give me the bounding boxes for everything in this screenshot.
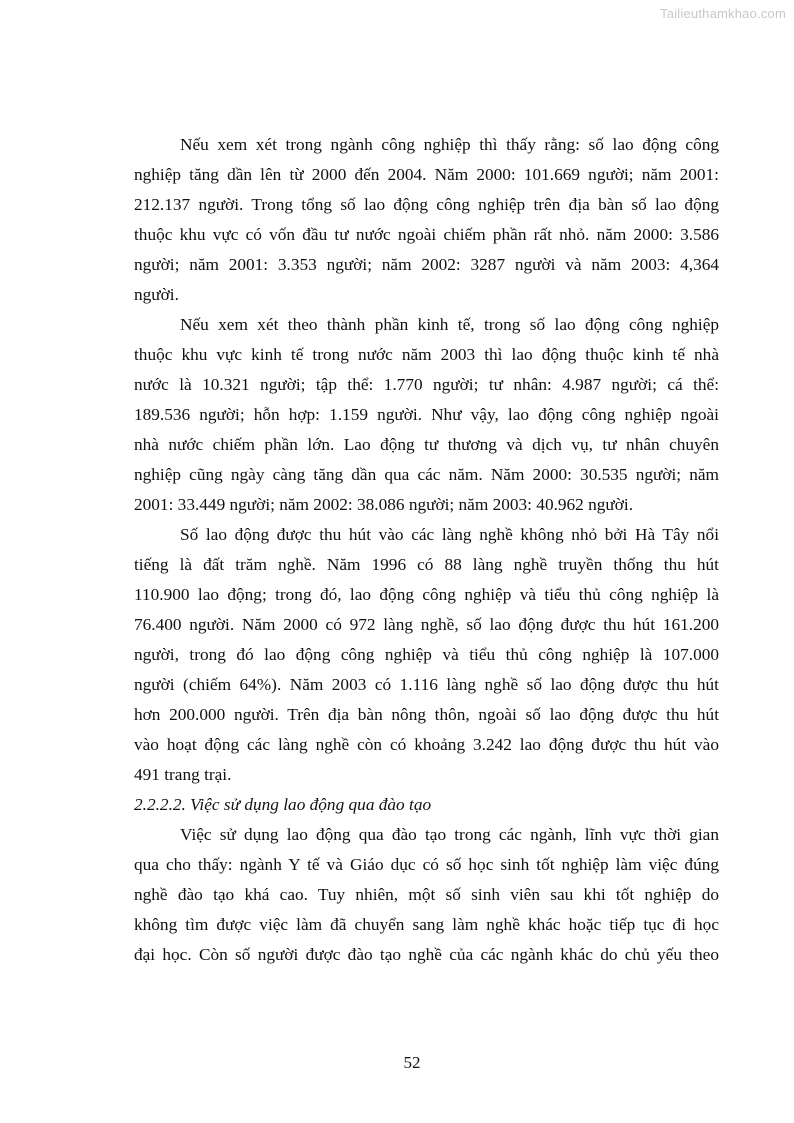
- text-line: nghiệp tăng dần lên từ 2000 đến 2004. Năm 2000: 101.669 người; năm 2001:: [134, 165, 719, 184]
- text-line: tiếng là đất trăm nghề. Năm 1996 có 88 làng nghề truyền thống thu hút: [134, 555, 719, 574]
- text-line: 189.536 người; hỗn hợp: 1.159 người. Như vậy, lao động công nghiệp ngoài: [134, 405, 719, 424]
- text-line: Nếu xem xét theo thành phần kinh tế, trong số lao động công nghiệp: [180, 315, 719, 334]
- text-line: 110.900 lao động; trong đó, lao động công nghiệp và tiểu thủ công nghiệp là: [134, 585, 719, 604]
- text-line: Việc sử dụng lao động qua đào tạo trong các ngành, lĩnh vực thời gian: [180, 825, 719, 844]
- text-line: người.: [134, 285, 179, 304]
- text-line: hơn 200.000 người. Trên địa bàn nông thôn, ngoài số lao động được thu hút: [134, 705, 719, 724]
- paragraph-craft-villages: [134, 520, 719, 790]
- text-line: nước là 10.321 người; tập thể: 1.770 người; tư nhân: 4.987 người; cá thể:: [134, 375, 719, 394]
- text-line: người, trong đó lao động công nghiệp và tiểu thủ công nghiệp là 107.000: [134, 645, 719, 664]
- text-line: 491 trang trại.: [134, 765, 232, 784]
- text-line: thuộc khu vực kinh tế trong nước năm 2003 thì lao động thuộc kinh tế nhà: [134, 345, 719, 364]
- document-body: [134, 130, 719, 970]
- paragraph-economic-sector: [134, 310, 719, 520]
- section-heading: 2.2.2.2. Việc sử dụng lao động qua đào tạo: [134, 795, 432, 814]
- paragraph-industry-labor: [134, 130, 719, 310]
- page-number: 52: [403, 1053, 421, 1072]
- text-line: 2001: 33.449 người; năm 2002: 38.086 người; năm 2003: 40.962 người.: [134, 495, 634, 514]
- text-line: nhà nước chiếm phần lớn. Lao động tư thương và dịch vụ, tư nhân chuyên: [134, 435, 719, 454]
- paragraph-trained-labor: [134, 820, 719, 970]
- text-line: đại học. Còn số người được đào tạo nghề của các ngành khác do chủ yếu theo: [134, 945, 719, 964]
- text-line: nghiệp cũng ngày càng tăng dần qua các năm. Năm 2000: 30.535 người; năm: [134, 465, 719, 484]
- text-line: người; năm 2001: 3.353 người; năm 2002: 3287 người và năm 2003: 4,364: [134, 255, 719, 274]
- text-line: nghề đào tạo khá cao. Tuy nhiên, một số sinh viên sau khi tốt nghiệp do: [134, 885, 719, 904]
- watermark-text: Tailieuthamkhao.com: [660, 6, 786, 21]
- text-line: Nếu xem xét trong ngành công nghiệp thì thấy rằng: số lao động công: [180, 135, 719, 154]
- text-line: 212.137 người. Trong tổng số lao động công nghiệp trên địa bàn số lao động: [134, 195, 719, 214]
- text-line: vào hoạt động các làng nghề còn có khoảng 3.242 lao động được thu hút vào: [134, 735, 719, 754]
- text-line: qua cho thấy: ngành Y tế và Giáo dục có số học sinh tốt nghiệp làm việc đúng: [134, 855, 719, 874]
- text-line: Số lao động được thu hút vào các làng nghề không nhỏ bởi Hà Tây nổi: [180, 525, 719, 544]
- text-line: 76.400 người. Năm 2000 có 972 làng nghề, số lao động được thu hút 161.200: [134, 615, 719, 634]
- text-line: người (chiếm 64%). Năm 2003 có 1.116 làng nghề số lao động được thu hút: [134, 675, 719, 694]
- text-line: không tìm được việc làm đã chuyển sang làm nghề khác hoặc tiếp tục đi học: [134, 915, 719, 934]
- text-line: thuộc khu vực có vốn đầu tư nước ngoài chiếm phần rất nhỏ. năm 2000: 3.586: [134, 225, 719, 244]
